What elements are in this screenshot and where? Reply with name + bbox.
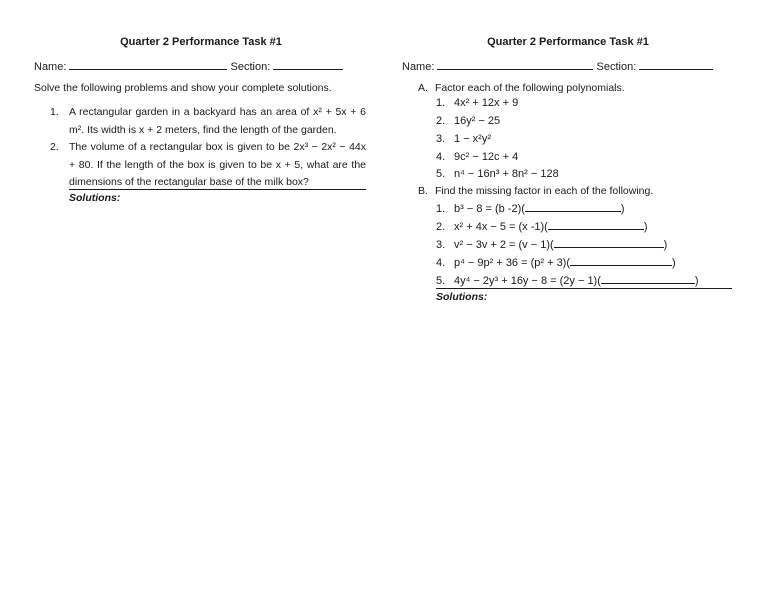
problem-2 bbox=[50, 139, 366, 192]
answer-blank[interactable] bbox=[601, 273, 695, 284]
name-label: Name: bbox=[34, 61, 67, 73]
part-a-item: 5. n⁴ − 16n³ + 8n² − 128 bbox=[436, 168, 559, 180]
part-instruction: Factor each of the following polynomials. bbox=[435, 82, 625, 94]
name-blank[interactable] bbox=[69, 59, 227, 70]
divider bbox=[436, 288, 732, 289]
part-a-item: 2. 16y² − 25 bbox=[436, 115, 501, 127]
name-label: Name: bbox=[402, 61, 435, 73]
solutions-label: Solutions: bbox=[69, 192, 121, 204]
part-letter: B. bbox=[418, 185, 428, 197]
answer-blank[interactable] bbox=[554, 237, 664, 248]
problem-number: 2. bbox=[50, 141, 59, 153]
section-blank[interactable] bbox=[273, 59, 343, 70]
solutions-label: Solutions: bbox=[436, 291, 488, 303]
part-a-item: 4. 9c² − 12c + 4 bbox=[436, 151, 519, 163]
part-b-item: 1. b³ − 8 = (b -2)( ) bbox=[436, 203, 625, 215]
problem-text: The volume of a rectangular box is given to be 2x³ − 2x² − 44x + 80. If the length of the box is given to be x + 5, what are the dimensions of the rectangular base of the milk box? bbox=[69, 141, 366, 188]
page-title: Quarter 2 Performance Task #1 bbox=[120, 36, 282, 48]
answer-blank[interactable] bbox=[525, 201, 621, 212]
part-letter: A. bbox=[418, 82, 428, 94]
divider bbox=[69, 189, 366, 190]
answer-blank[interactable] bbox=[570, 255, 672, 266]
section-label: Section: bbox=[230, 61, 271, 73]
instructions: Solve the following problems and show your complete solutions. bbox=[34, 82, 332, 94]
name-section-line bbox=[402, 59, 734, 73]
answer-blank[interactable] bbox=[548, 219, 644, 230]
part-b-item: 3. v² − 3v + 2 = (v − 1)( ) bbox=[436, 239, 668, 251]
name-blank[interactable] bbox=[437, 59, 593, 70]
problem-number: 1. bbox=[50, 106, 59, 118]
page-title: Quarter 2 Performance Task #1 bbox=[487, 36, 649, 48]
part-a-item: 3. 1 − x²y² bbox=[436, 133, 491, 145]
section-label: Section: bbox=[596, 61, 637, 73]
problem-1 bbox=[50, 104, 366, 139]
problem-text: A rectangular garden in a backyard has an area of x² + 5x + 6 m². Its width is x + 2 meters, find the length of the garden. bbox=[69, 106, 366, 136]
name-section-line bbox=[34, 59, 368, 73]
part-b-item: 4. p⁴ − 9p² + 36 = (p² + 3)( ) bbox=[436, 257, 676, 269]
part-instruction: Find the missing factor in each of the following. bbox=[435, 185, 654, 197]
part-b-item: 5. 4y⁴ − 2y³ + 16y − 8 = (2y − 1)( ) bbox=[436, 275, 699, 287]
part-a-item: 1. 4x² + 12x + 9 bbox=[436, 97, 519, 109]
section-blank[interactable] bbox=[639, 59, 713, 70]
part-b-item: 2. x² + 4x − 5 = (x -1)( ) bbox=[436, 221, 648, 233]
